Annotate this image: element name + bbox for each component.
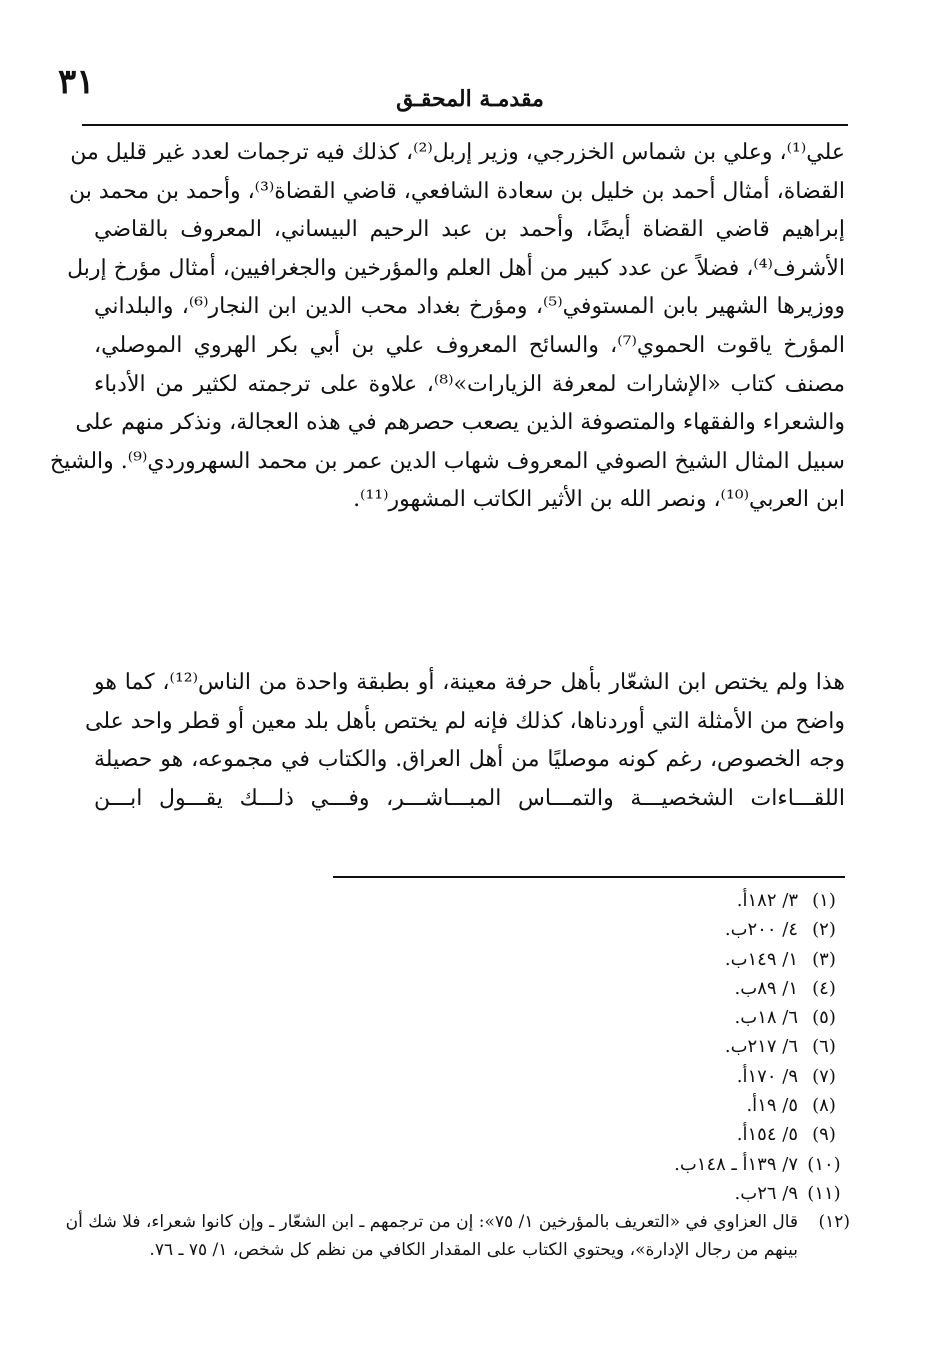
footnote <box>90 1032 850 1061</box>
footnote <box>90 886 850 915</box>
header-rule <box>82 124 848 126</box>
footnote-text: ٤/ ٢٠٠ب. <box>724 919 798 941</box>
footnote-12 <box>65 1208 850 1236</box>
text-line: ابن العربي⁽¹⁰⁾، ونصر الله بن الأثير الكاتب المشهور⁽¹¹⁾. <box>353 487 845 513</box>
footnote <box>90 915 850 944</box>
footnote <box>90 1062 850 1091</box>
footnote-number: (٢) <box>812 919 836 941</box>
footnote-text: ٥/ ١٩أ. <box>746 1095 798 1117</box>
footnote-text: ١/ ١٤٩ب. <box>724 948 798 970</box>
footnote-text: ٦/ ٢١٧ب. <box>724 1036 798 1058</box>
text-line: وجه الخصوص، رغم كونه موصليًا من أهل العراق. والكتاب في مجموعه، هو حصيلة <box>94 747 845 773</box>
footnote-number: (٨) <box>812 1095 836 1117</box>
text-line: ووزيرها الشهير بابن المستوفي⁽⁵⁾، ومؤرخ بغداد محب الدين ابن النجار⁽⁶⁾، والبلداني <box>94 294 845 320</box>
footnote-text: ٣/ ١٨٢أ. <box>736 890 798 911</box>
footnote-number: (١٠) <box>807 1153 841 1175</box>
text-line: والشعراء والفقهاء والمتصوفة الذين يصعب حصرهم في هذه العجالة، ونذكر منهم على <box>75 410 845 436</box>
footnote-number: (٦) <box>812 1036 836 1058</box>
footnote-text: قال العزاوي في «التعريف بالمؤرخين ١/ ٧٥»: إن من ترجمهم ـ ابن الشعّار ـ وإن كانوا شعراء، فلا شك أن <box>65 1212 798 1233</box>
text-line: اللقـــاءات الشخصيـــة والتمـــاس المبـــاشـــر، وفـــي ذلـــك يقـــول ابـــن <box>94 785 845 811</box>
footnotes <box>65 886 850 1264</box>
footnote-number: (٩) <box>812 1124 836 1146</box>
text-line: علي⁽¹⁾، وعلي بن شماس الخزرجي، وزير إربل⁽²⁾، كذلك فيه ترجمات لعدد غير قليل من <box>70 140 845 165</box>
paragraph-2 <box>85 664 845 818</box>
footnote-text: ٦/ ١٨ب. <box>734 1007 798 1029</box>
footnote-text: ١/ ٨٩ب. <box>734 977 798 999</box>
text-line: سبيل المثال الشيخ الصوفي المعروف شهاب الدين عمر بن محمد السهروردي⁽⁹⁾. والشيخ <box>49 448 845 474</box>
footnote <box>90 945 850 974</box>
footnote <box>90 1179 850 1208</box>
footnote-text: ٥/ ١٥٤أ. <box>736 1124 798 1146</box>
footnote-12-continuation: بينهم من رجال الإدارة»، ويحتوي الكتاب على المقدار الكافي من نظم كل شخص، ١/ ٧٥ ـ ٧٦. <box>149 1240 798 1261</box>
text-line: إبراهيم قاضي القضاة أيضًا، وأحمد بن عبد الرحيم البيساني، المعروف بالقاضي <box>94 217 845 243</box>
page-number: ٣١ <box>58 62 95 102</box>
text-line: واضح من الأمثلة التي أوردناها، كذلك فإنه لم يختص بأهل بلد معين أو قطر واحد على <box>85 708 845 734</box>
footnote-number: (٥) <box>812 1007 836 1029</box>
footnote-number: (١) <box>812 890 836 911</box>
footnote <box>90 974 850 1003</box>
text-line: المؤرخ ياقوت الحموي⁽⁷⁾، والسائح المعروف علي بن أبي بكر الهروي الموصلي، <box>94 332 845 358</box>
footnote-number: (١١) <box>807 1182 841 1204</box>
footnote-number: (٤) <box>812 977 836 999</box>
footnote-rule <box>333 876 845 878</box>
footnote <box>90 1003 850 1032</box>
text-line: هذا ولم يختص ابن الشعّار بأهل حرفة معينة، أو بطبقة واحدة من الناس⁽¹²⁾، كما هو <box>94 670 845 695</box>
footnote-text: ٧/ ١٣٩أ ـ ١٤٨ب. <box>674 1153 798 1175</box>
text-line: مصنف كتاب «الإشارات لمعرفة الزيارات»⁽⁸⁾، علاوة على ترجمته لكثير من الأدباء <box>94 371 845 397</box>
text-line: الأشرف⁽⁴⁾، فضلاً عن عدد كبير من أهل العلم والمؤرخين والجغرافيين، أمثال مؤرخ إربل <box>67 255 845 281</box>
footnote-number: (١٢) <box>818 1212 850 1233</box>
footnote-text: ٩/ ١٧٠أ. <box>736 1065 798 1087</box>
paragraph-1 <box>49 134 845 520</box>
footnote <box>90 1091 850 1120</box>
footnote-number: (٣) <box>812 948 836 970</box>
text-line: القضاة، أمثال أحمد بن خليل بن سعادة الشافعي، قاضي القضاة⁽³⁾، وأحمد بن محمد بن <box>69 178 845 204</box>
footnote-text: ٩/ ٢٦ب. <box>734 1182 798 1204</box>
footnote <box>90 1120 850 1149</box>
running-head: مقدمـة المحقـق <box>396 86 544 112</box>
footnote <box>90 1150 850 1179</box>
footnote-number: (٧) <box>812 1065 836 1087</box>
